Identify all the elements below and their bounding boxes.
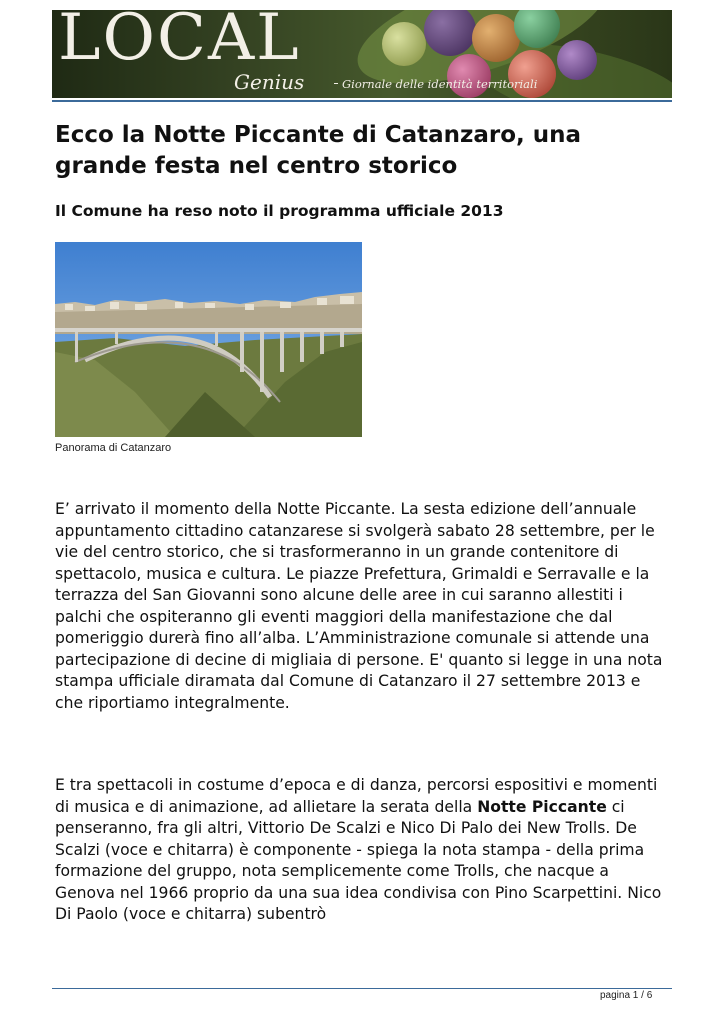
- article-title: Ecco la Notte Piccante di Catanzaro, una grande festa nel centro storico: [55, 122, 582, 179]
- bridge-photo-illustration: [55, 242, 362, 437]
- article-paragraph: E’ arrivato il momento della Notte Piccante. La sesta edizione dell’annuale appuntamento cittadino catanzarese si svolgerà sabato 28 settembre, per le vie del centro storico, che si trasformeranno in un grande contenitore di spettacolo, musica e cultura. Le piazze Prefettura, Grimaldi e Serravalle e la terrazza del San Giovanni sono alcune delle aree in cui saranno allestiti i palchi che ospiteranno gli eventi maggiori della manifestazione che dal pomeriggio durerà fino all’alba. L’Amministrazione comunale si attende una partecipazione di decine di migliaia di persone. E' quanto si legge in una nota stampa ufficiale diramata dal Comune di Catanzaro il 27 settembre 2013 e che riportiamo integralmente.: [55, 500, 663, 712]
- catanzaro-panorama-image: [55, 242, 362, 437]
- paragraph-text: E tra spettacoli in costume d’epoca e di danza, percorsi espositivi e momenti di musica e di animazione, ad allietare la serata della: [55, 776, 658, 816]
- header-divider: [52, 100, 672, 102]
- berry-decoration: [557, 40, 597, 80]
- logo-genius-text: Genius: [234, 70, 305, 94]
- masthead-banner: [52, 10, 672, 98]
- berry-decoration: [447, 54, 491, 98]
- logo-local-text: LOCAL: [58, 10, 301, 75]
- berry-decoration: [382, 22, 426, 66]
- berry-decoration: [472, 14, 520, 62]
- tagline-divider: [334, 83, 338, 84]
- masthead-tagline: Giornale delle identità territoriali: [342, 77, 538, 91]
- event-name-highlight: Notte Piccante: [477, 797, 607, 816]
- article-subtitle: Il Comune ha reso noto il programma ufficiale 2013: [55, 202, 504, 220]
- image-caption: Panorama di Catanzaro: [55, 442, 172, 454]
- article-paragraph: [55, 775, 670, 926]
- footer-divider: [52, 988, 672, 989]
- page-number: pagina 1 / 6: [600, 990, 653, 1001]
- paragraph-text: ci penseranno, fra gli altri, Vittorio De Scalzi e Nico Di Palo dei New Trolls. De Scalzi (voce e chitarra) è componente - spiega la nota stampa - della prima formazione del gruppo, nota semplicemente come Trolls, che nacque a Genova nel 1966 proprio da una sua idea condivisa con Pino Scarpettini. Nico Di Paolo (voce e chitarra) subentrò: [55, 797, 662, 923]
